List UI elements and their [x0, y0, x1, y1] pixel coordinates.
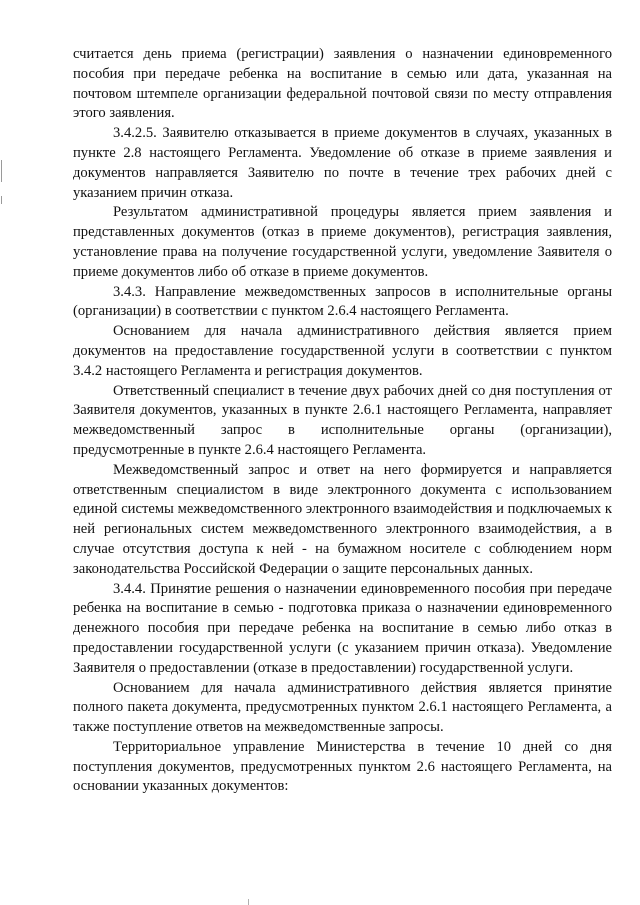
scan-edge-mark	[1, 196, 2, 204]
paragraph-basis-interagency: Основанием для начала административного действия является прием документов на предоставление государственной услуги в соответствии с пунктом 3.4.2 настоящего Регламента и регистрация документов.	[73, 323, 612, 379]
paragraph-responsible-specialist: Ответственный специалист в течение двух рабочих дней со дня поступления от Заявителя документов, указанных в пункте 2.6.1 настоящего Регламента, направляет межведомственный запрос в исполнительные органы (организации), предусмотренные в пункте 2.6.4 настоящего Регламента.	[73, 382, 612, 458]
paragraph-territorial-office: Территориальное управление Министерства в течение 10 дней со дня поступления документов, предусмотренных пунктом 2.6 настоящего Регламента, на основании указанных документов:	[73, 738, 612, 795]
paragraph-procedure-result: Результатом административной процедуры является прием заявления и представленных документов (отказ в приеме документов), регистрация заявления, установление права на получение государственной услуги, уведомление Заявителя о приеме документов либо об отказе в приеме документов.	[73, 204, 612, 280]
scan-bottom-mark	[248, 899, 249, 905]
document-body	[73, 45, 612, 797]
scan-edge-mark	[1, 160, 2, 182]
paragraph-interagency-request: Межведомственный запрос и ответ на него формируется и направляется ответственным специалистом в виде электронного документа с использованием единой системы межведомственного электронного взаимодействия и подключаемых к ней региональных систем межведомственного электронного взаимодействия, а в случае отсутствия доступа к ней - на бумажном носителе с соблюдением норм законодательства Российской Федерации о защите персональных данных.	[73, 461, 612, 577]
paragraph-3-4-4: 3.4.4. Принятие решения о назначении единовременного пособия при передаче ребенка на воспитание в семью - подготовка приказа о назначении единовременного денежного пособия при передаче ребенка на воспитание в семью либо отказ в предоставлении государственной услуги (с указанием причин отказа). Уведомление Заявителя о предоставлении (отказе в предоставлении) государственной услуги.	[73, 580, 612, 676]
paragraph-continuation: считается день приема (регистрации) заявления о назначении единовременного пособия при передаче ребенка на воспитание в семью или дата, указанная на почтовом штемпеле организации федеральной почтовой связи по месту отправления этого заявления.	[73, 46, 612, 122]
paragraph-3-4-3: 3.4.3. Направление межведомственных запросов в исполнительные органы (организации) в соответствии с пунктом 2.6.4 настоящего Регламента.	[73, 283, 612, 320]
paragraph-3-4-2-5: 3.4.2.5. Заявителю отказывается в приеме документов в случаях, указанных в пункте 2.8 настоящего Регламента. Уведомление об отказе в приеме заявления и документов направляется Заявителю по почте в течение трех рабочих дней с указанием причин отказа.	[73, 125, 612, 201]
paragraph-basis-decision: Основанием для начала административного действия является принятие полного пакета документа, предусмотренных пунктом 2.6.1 настоящего Регламента, а также поступление ответов на межведомственные запросы.	[73, 679, 612, 736]
